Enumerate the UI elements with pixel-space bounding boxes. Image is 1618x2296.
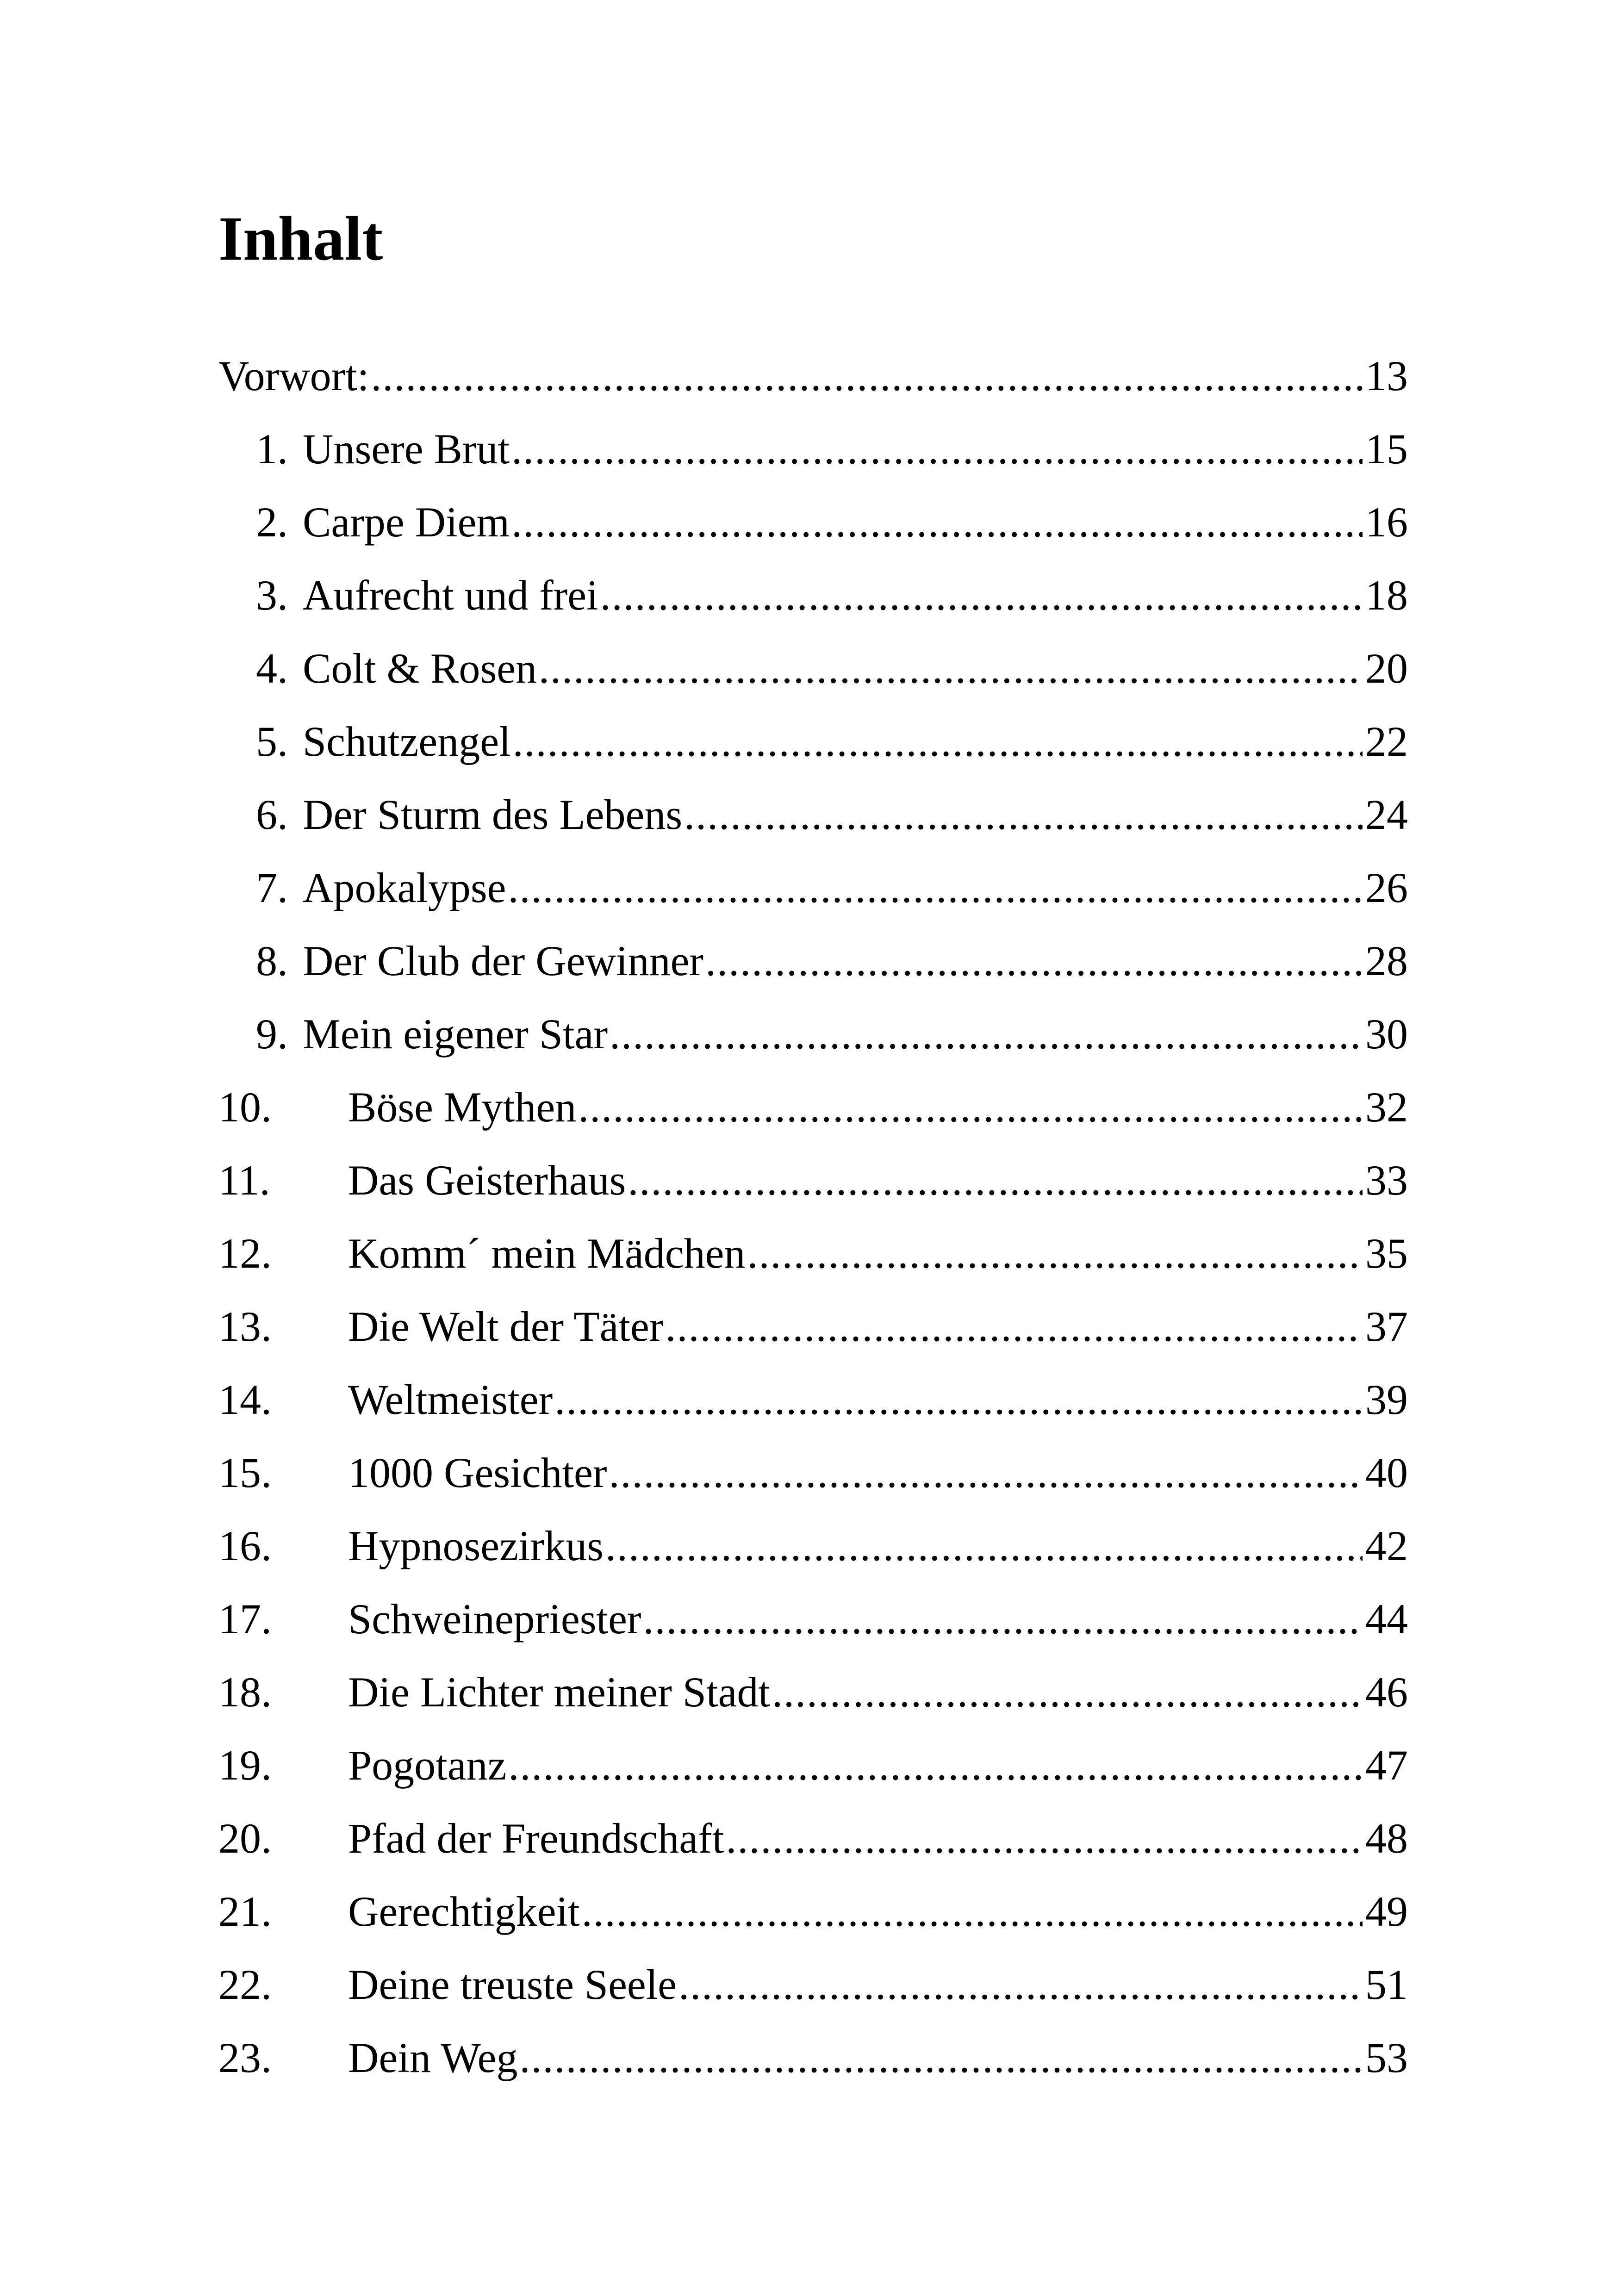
dot-leader [605,1509,1363,1582]
toc-entry-number: 2. [256,498,288,546]
toc-entry[interactable] [218,2021,1408,2094]
toc-entry-number: 4. [256,645,288,692]
toc-entry-page: 32 [1365,1083,1408,1131]
toc-entry-title: Apokalypse [303,864,506,911]
toc-entry-page: 13 [1365,352,1408,399]
dot-leader [582,1875,1363,1948]
toc-entry-title: Schweinepriester [348,1595,641,1643]
toc-entry-page: 49 [1365,1888,1408,1935]
dot-leader [610,997,1363,1070]
toc-entry[interactable] [218,1509,1408,1582]
toc-entry-number: 9. [256,1010,288,1058]
toc-entry-number: 16. [218,1522,272,1569]
dot-leader [513,705,1363,778]
dot-leader [609,1436,1363,1509]
toc-entry-title: 1000 Gesichter [348,1449,607,1496]
dot-leader [511,485,1363,559]
dot-leader [726,1802,1363,1875]
toc-entry-title: Der Sturm des Lebens [303,791,683,838]
toc-entry-number: 8. [256,937,288,984]
toc-entry-title: Pogotanz [348,1742,507,1789]
toc-entry-title: Unsere Brut [303,425,510,473]
toc-entry-title: Vorwort: [218,352,369,399]
toc-entry-number: 1. [256,425,288,473]
toc-entry[interactable] [218,1363,1408,1436]
toc-entry[interactable] [218,1655,1408,1729]
toc-entry-number: 3. [256,572,288,619]
dot-leader [628,1144,1363,1217]
toc-entry[interactable] [218,1144,1408,1217]
toc-entry-title: Hypnosezirkus [348,1522,604,1569]
dot-leader [600,559,1363,632]
dot-leader [747,1217,1363,1290]
toc-entry-title: Böse Mythen [348,1083,577,1131]
toc-entry-title: Schutzengel [303,718,511,765]
toc-entry-number: 22. [218,1961,272,2008]
toc-entry-page: 22 [1365,718,1408,765]
toc-entry[interactable] [218,1729,1408,1802]
toc-entry-page: 44 [1365,1595,1408,1643]
toc-entry-title: Colt & Rosen [303,645,537,692]
toc-entry-number: 12. [218,1230,272,1277]
toc-entry[interactable] [218,1875,1408,1948]
toc-entry[interactable] [218,924,1408,997]
toc-entry-page: 37 [1365,1303,1408,1350]
toc-entry-title: Die Lichter meiner Stadt [348,1668,771,1716]
toc-entry-title: Aufrecht und frei [303,572,598,619]
toc-entry-title: Dein Weg [348,2034,518,2081]
page-title: Inhalt [218,204,383,274]
dot-leader [678,1948,1363,2021]
toc-entry[interactable] [218,851,1408,924]
toc-entry-number: 18. [218,1668,272,1716]
toc-entry[interactable] [218,1582,1408,1655]
dot-leader [508,851,1363,924]
toc-entry-title: Mein eigener Star [303,1010,608,1058]
dot-leader [772,1655,1363,1729]
toc-entry-number: 13. [218,1303,272,1350]
toc-entry-number: 7. [256,864,288,911]
toc-entry-title: Gerechtigkeit [348,1888,580,1935]
table-of-contents [218,339,1408,2094]
dot-leader [519,2021,1363,2094]
toc-entry-page: 20 [1365,645,1408,692]
toc-entry-number: 19. [218,1742,272,1789]
toc-entry-number: 17. [218,1595,272,1643]
toc-entry[interactable] [218,1948,1408,2021]
dot-leader [554,1363,1363,1436]
toc-entry-page: 15 [1365,425,1408,473]
toc-entry-number: 11. [218,1157,270,1204]
dot-leader [684,778,1363,851]
toc-entry-number: 6. [256,791,288,838]
toc-entry-number: 20. [218,1815,272,1862]
dot-leader [511,412,1363,485]
dot-leader [665,1290,1363,1363]
dot-leader [643,1582,1363,1655]
toc-entry-title: Pfad der Freundschaft [348,1815,724,1862]
toc-entry-number: 15. [218,1449,272,1496]
toc-entry-page: 26 [1365,864,1408,911]
toc-entry-page: 47 [1365,1742,1408,1789]
toc-entry-page: 24 [1365,791,1408,838]
toc-entry[interactable] [218,339,1408,412]
toc-entry-page: 35 [1365,1230,1408,1277]
toc-entry[interactable] [218,485,1408,559]
toc-entry-page: 39 [1365,1376,1408,1423]
toc-entry[interactable] [218,1802,1408,1875]
toc-entry-page: 48 [1365,1815,1408,1862]
toc-entry[interactable] [218,997,1408,1070]
toc-entry[interactable] [218,632,1408,705]
toc-entry-page: 16 [1365,498,1408,546]
toc-entry[interactable] [218,412,1408,485]
toc-entry-title: Carpe Diem [303,498,510,546]
toc-entry[interactable] [218,559,1408,632]
toc-entry-page: 42 [1365,1522,1408,1569]
toc-entry-title: Das Geisterhaus [348,1157,626,1204]
dot-leader [705,924,1363,997]
toc-entry-page: 30 [1365,1010,1408,1058]
dot-leader [539,632,1363,705]
toc-entry-page: 18 [1365,572,1408,619]
toc-entry[interactable] [218,778,1408,851]
toc-entry[interactable] [218,1070,1408,1144]
toc-entry-number: 5. [256,718,288,765]
toc-entry[interactable] [218,1217,1408,1290]
toc-entry[interactable] [218,705,1408,778]
toc-entry-title: Deine treuste Seele [348,1961,677,2008]
toc-entry-page: 51 [1365,1961,1408,2008]
toc-entry-page: 46 [1365,1668,1408,1716]
toc-entry-title: Weltmeister [348,1376,553,1423]
toc-entry-number: 14. [218,1376,272,1423]
toc-entry-title: Komm´ mein Mädchen [348,1230,746,1277]
dot-leader [371,339,1363,412]
toc-entry[interactable] [218,1436,1408,1509]
toc-entry-page: 53 [1365,2034,1408,2081]
toc-entry-page: 33 [1365,1157,1408,1204]
toc-entry-number: 23. [218,2034,272,2081]
toc-entry-title: Die Welt der Täter [348,1303,664,1350]
toc-entry-number: 10. [218,1083,272,1131]
toc-entry[interactable] [218,1290,1408,1363]
toc-entry-page: 40 [1365,1449,1408,1496]
dot-leader [578,1070,1363,1144]
toc-entry-page: 28 [1365,937,1408,984]
toc-entry-number: 21. [218,1888,272,1935]
dot-leader [508,1729,1363,1802]
toc-entry-title: Der Club der Gewinner [303,937,704,984]
